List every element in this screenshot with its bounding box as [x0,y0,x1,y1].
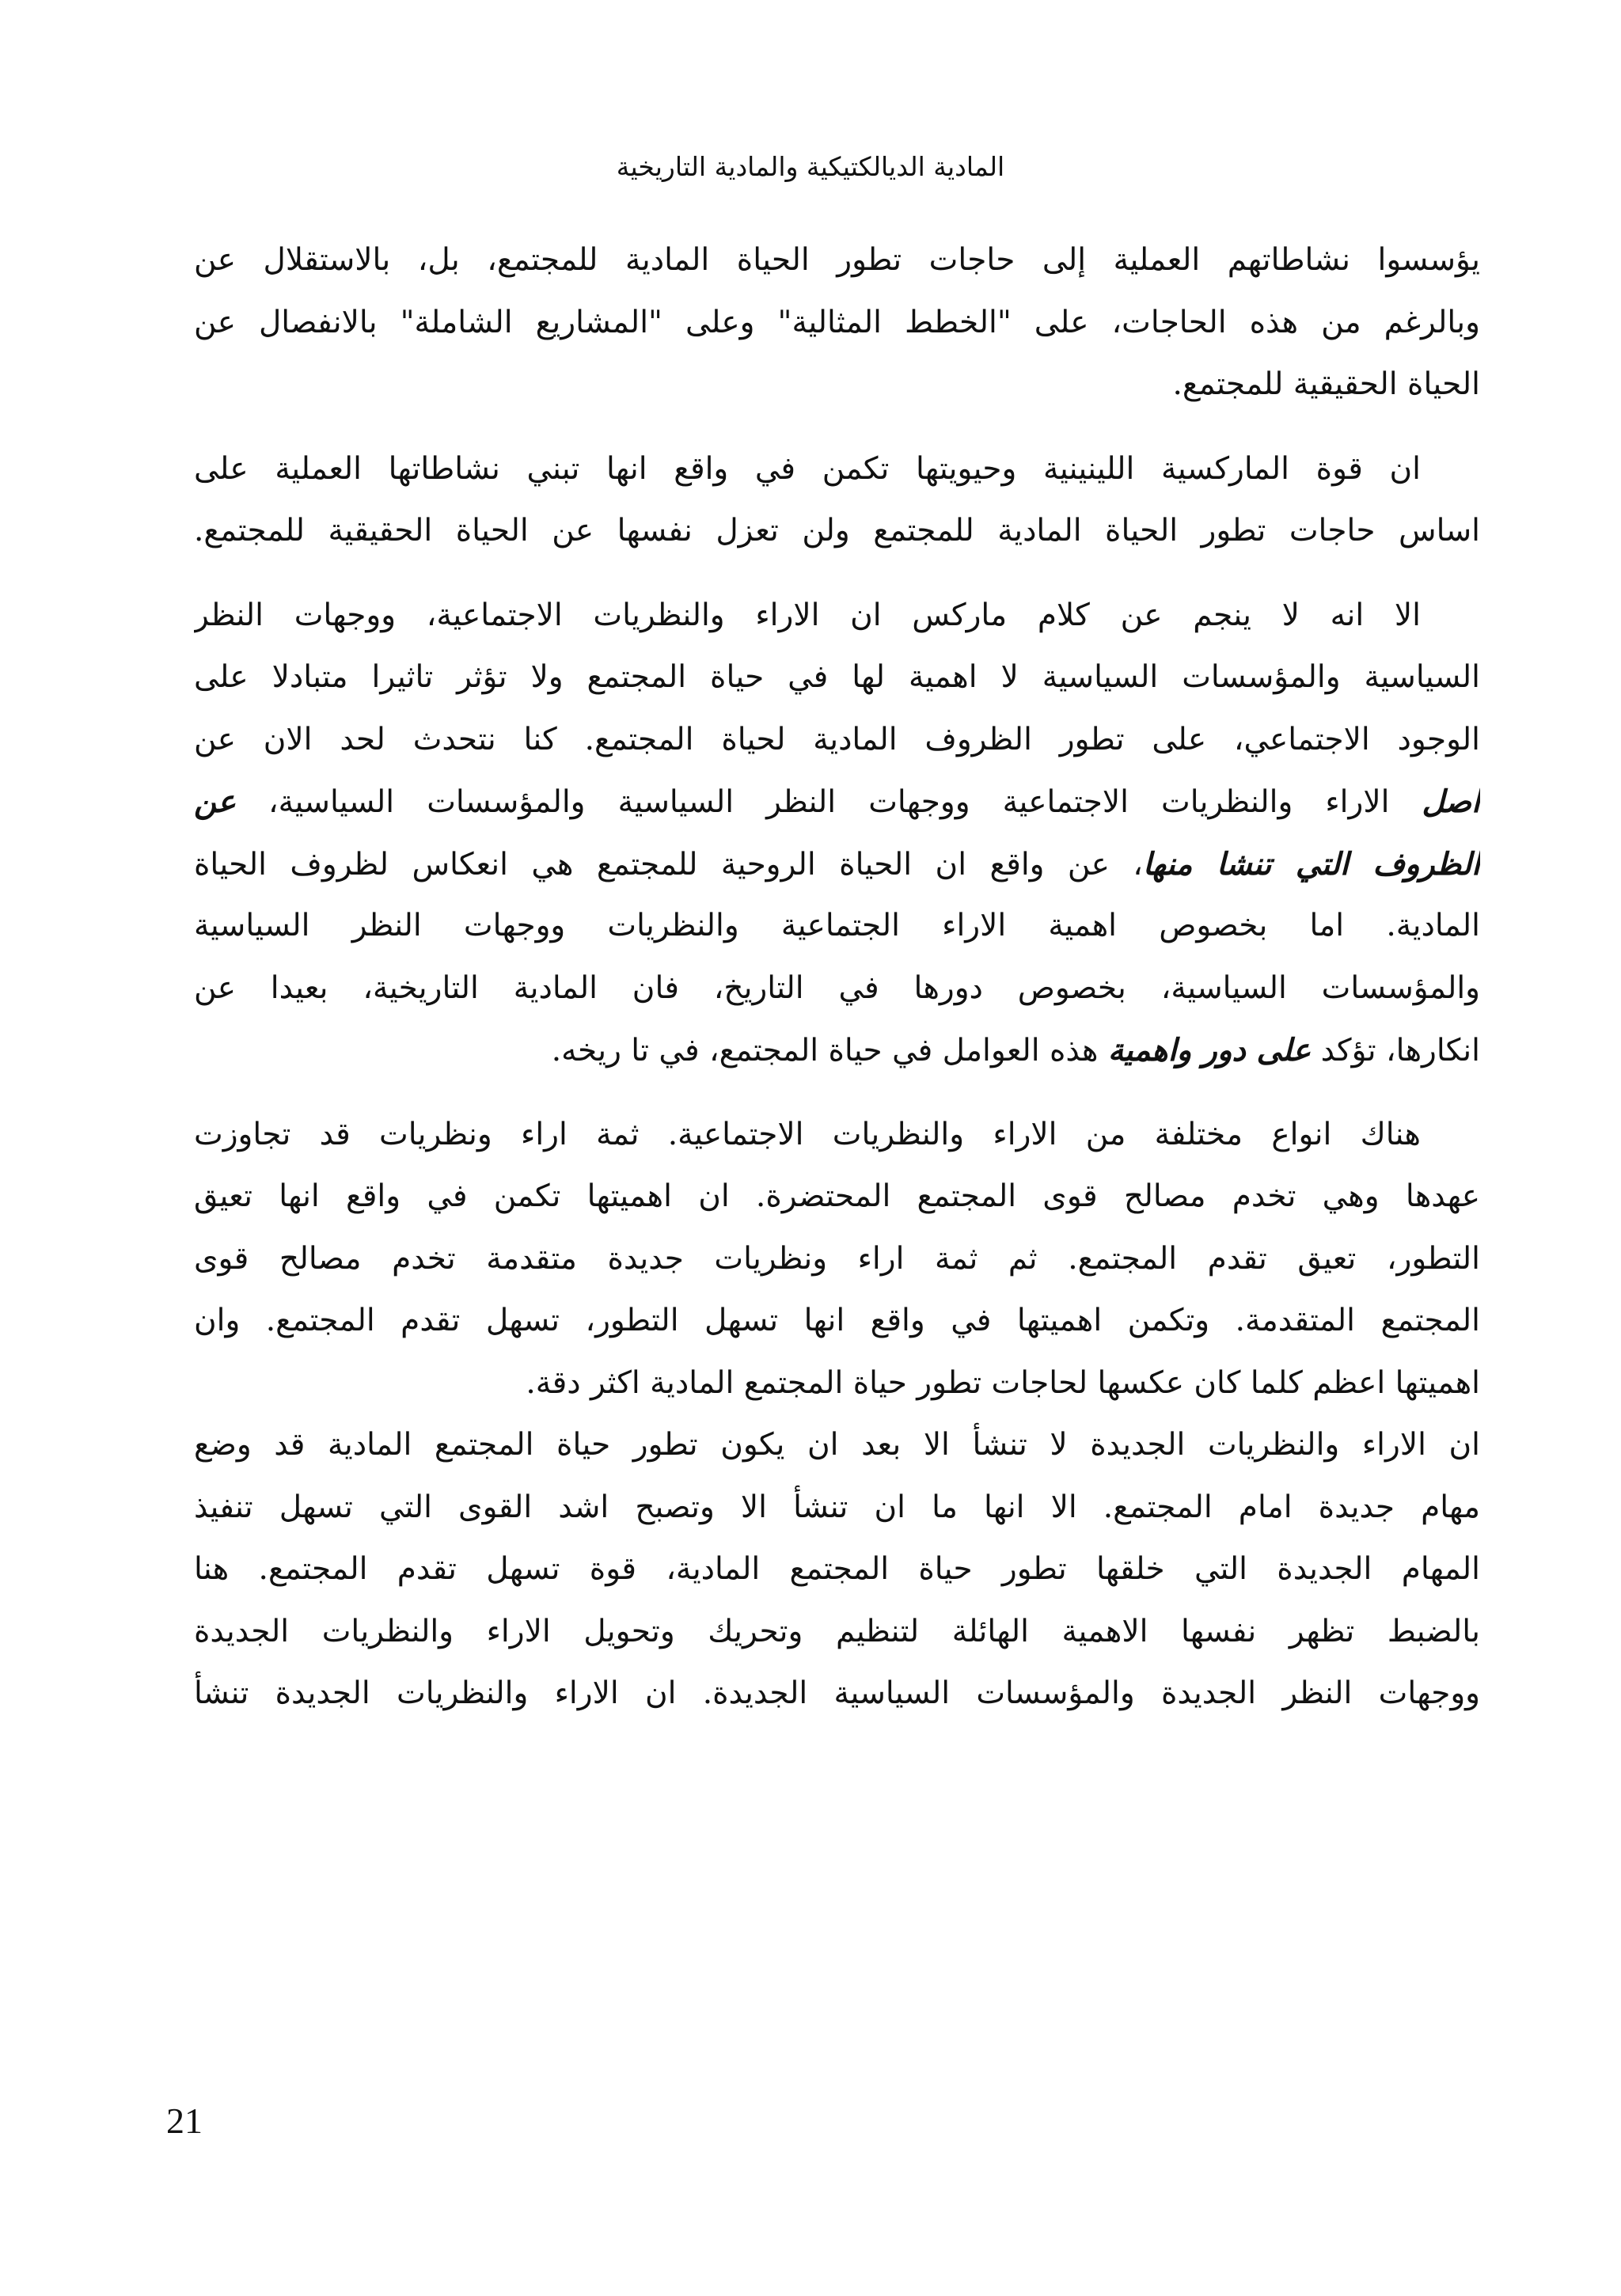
text-line: هناك انواع مختلفة من الاراء والنظريات الاجتماعية. ثمة اراء ونظريات قد تجاوزت [194,1116,1421,1152]
text-line [194,1019,1480,1082]
text-line: وبالرغم من هذه الحاجات، على "الخطط المثالية" وعلى "المشاريع الشاملة" بالانفصال عن [194,304,1480,340]
text-line: الحياة الحقيقية للمجتمع. [1172,366,1480,402]
text-run: هذه العوامل في حياة المجتمع، في تا ريخه. [551,1033,1108,1068]
text-run: الاراء والنظريات الاجتماعية ووجهات النظر السياسية والمؤسسات السياسية، [235,784,1422,820]
page-number: 21 [166,2101,203,2141]
text-run: انكارها، تؤكد [1311,1033,1480,1068]
text-line [194,833,1480,896]
text-line: بالضبط تظهر نفسها الاهمية الهائلة لتنظيم وتحريك وتحويل الاراء والنظريات الجديدة [194,1613,1480,1649]
text-line: الا انه لا ينجم عن كلام ماركس ان الاراء والنظريات الاجتماعية، ووجهات النظر [194,597,1421,633]
text-line: والمؤسسات السياسية، بخصوص دورها في التاريخ، فان المادية التاريخية، بعيدا عن [194,970,1480,1006]
text-line: اساس حاجات تطور الحياة المادية للمجتمع ولن تعزل نفسها عن الحياة الحقيقية للمجتمع. [194,513,1480,548]
text-line: المادية. اما بخصوص اهمية الاراء الجتماعية والنظريات ووجهات النظر السياسية [194,908,1480,943]
text-line: مهام جديدة امام المجتمع. الا انها ما ان تنشأ الا وتصبح اشد القوى التي تسهل تنفيذ [194,1489,1480,1525]
text-line: عهدها وهي تخدم مصالح قوى المجتمع المحتضرة. ان اهميتها تكمن في واقع انها تعيق [194,1178,1480,1214]
text-line: ووجهات النظر الجديدة والمؤسسات السياسية الجديدة. ان الاراء والنظريات الجديدة تنشأ [194,1676,1480,1711]
paragraph-2 [194,438,1480,563]
text-run: ، عن واقع ان الحياة الروحية للمجتمع هي انعكاس لظروف الحياة [194,846,1143,882]
text-line: السياسية والمؤسسات السياسية لا اهمية لها في حياة المجتمع ولا تؤثر تاثيرا متبادلا على [194,659,1480,695]
text-line: ان قوة الماركسية اللينينية وحيويتها تكمن في واقع انها تبني نشاطاتها العملية على [194,450,1421,487]
text-line: الوجود الاجتماعي، على تطور الظروف المادية لحياة المجتمع. كنا نتحدث لحد الان عن [194,721,1480,757]
text-line: ان الاراء والنظريات الجديدة لا تنشأ الا بعد ان يكون تطور حياة المجتمع المادية قد وضع [194,1427,1480,1463]
emphasis-text: على دور واهمية [1107,1032,1312,1068]
running-header: المادية الديالكتيكية والمادية التاريخية [616,151,1005,182]
text-line: المجتمع المتقدمة. وتكمن اهميتها في واقع انها تسهل التطور، تسهل تقدم المجتمع. وان [194,1303,1480,1338]
emphasis-text: الظروف التي تنشا منها [1142,845,1480,882]
text-line: التطور، تعيق تقدم المجتمع. ثم ثمة اراء ونظريات جديدة متقدمة تخدم مصالح قوى [194,1240,1480,1277]
paragraph-4 [194,1104,1480,1415]
text-line: المهام الجديدة التي خلقها تطور حياة المجتمع المادية، قوة تسهل تقدم المجتمع. هنا [194,1551,1480,1587]
text-line [194,771,1480,833]
text-line: يؤسسوا نشاطاتهم العملية إلى حاجات تطور الحياة المادية للمجتمع، بل، بالاستقلال عن [194,242,1480,278]
paragraph-3 [194,585,1480,1082]
paragraph-1 [194,230,1480,416]
paragraph-5 [194,1414,1480,1725]
body-text [194,230,1480,1725]
text-line: اهميتها اعظم كلما كان عكسها لحاجات تطور حياة المجتمع المادية اكثر دقة. [526,1364,1480,1401]
emphasis-text: اصل [1422,784,1480,820]
emphasis-text: عن [194,784,236,820]
